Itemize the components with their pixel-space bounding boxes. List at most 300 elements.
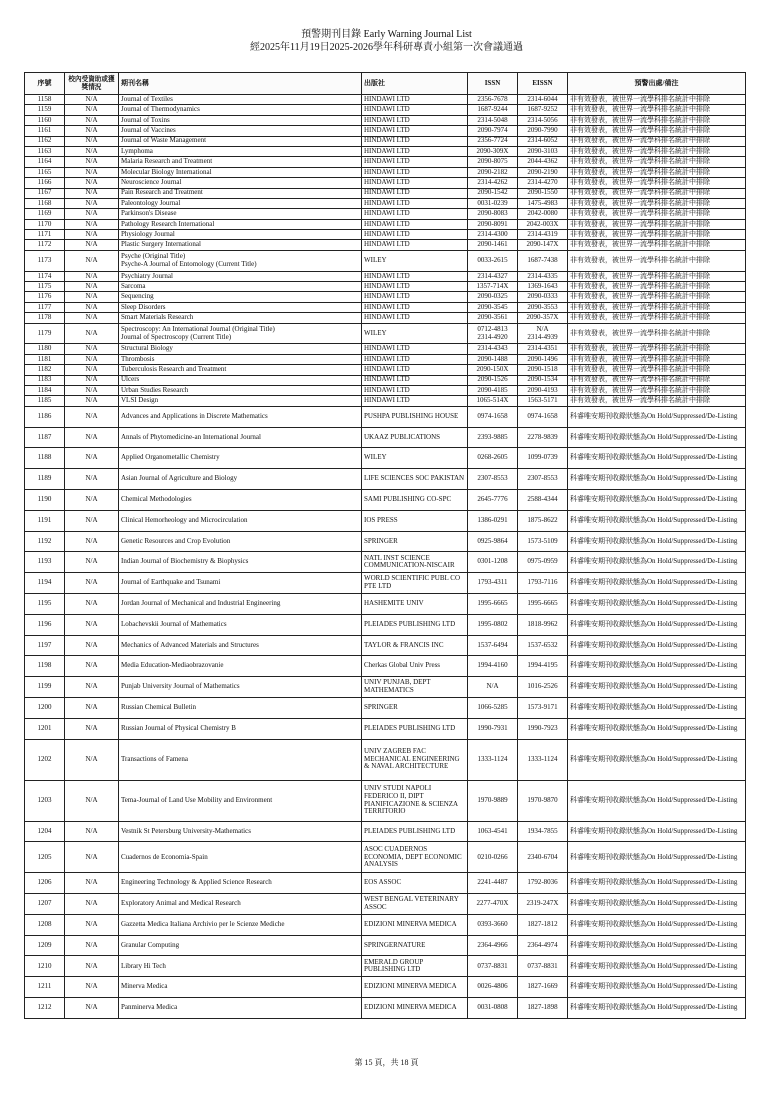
cell-remark: 非有效發表，被世界一流學科排名統計中排除	[568, 250, 746, 271]
cell-issn: 2090-7974	[468, 126, 518, 136]
cell-eissn: 2090-1496	[518, 354, 568, 364]
cell-eissn: 2090-147X	[518, 240, 568, 250]
cell-eissn: 1994-4195	[518, 656, 568, 677]
cell-funding: N/A	[65, 396, 119, 406]
cell-journal: Psyche (Original Title) Psyche-A Journal of Entomology (Current Title)	[119, 250, 362, 271]
cell-funding: N/A	[65, 282, 119, 292]
table-row	[25, 240, 746, 250]
cell-funding: N/A	[65, 998, 119, 1019]
cell-journal: Pathology Research International	[119, 219, 362, 229]
cell-no: 1177	[25, 302, 65, 312]
cell-issn: 2314-4343	[468, 344, 518, 354]
cell-eissn: 2314-4351	[518, 344, 568, 354]
cell-no: 1209	[25, 935, 65, 956]
cell-funding: N/A	[65, 842, 119, 873]
cell-eissn: 1573-9171	[518, 697, 568, 718]
cell-journal: Genetic Resources and Crop Evolution	[119, 531, 362, 552]
table-row	[25, 178, 746, 188]
cell-remark: 非有效發表，被世界一流學科排名統計中排除	[568, 385, 746, 395]
table-row	[25, 146, 746, 156]
table-row	[25, 780, 746, 821]
cell-no: 1205	[25, 842, 65, 873]
cell-publisher: HINDAWI LTD	[362, 126, 468, 136]
cell-publisher: HASHEMITE UNIV	[362, 593, 468, 614]
cell-eissn: 1792-8036	[518, 873, 568, 894]
cell-remark: 非有效發表，被世界一流學科排名統計中排除	[568, 375, 746, 385]
page-footer: 第 15 頁，共 18 頁	[354, 1058, 419, 1067]
cell-remark: 科睿唯安期刊收錄狀態為On Hold/Suppressed/De-Listing	[568, 935, 746, 956]
cell-funding: N/A	[65, 873, 119, 894]
cell-journal: Structural Biology	[119, 344, 362, 354]
cell-publisher: UNIV STUDI NAPOLI FEDERICO II, DIPT PIANIFICAZIONE & SCIENZA TERRITORIO	[362, 780, 468, 821]
cell-no: 1187	[25, 427, 65, 448]
cell-remark: 科睿唯安期刊收錄狀態為On Hold/Suppressed/De-Listing	[568, 697, 746, 718]
cell-funding: N/A	[65, 365, 119, 375]
cell-no: 1176	[25, 292, 65, 302]
cell-issn: N/A	[468, 677, 518, 698]
cell-eissn: 2314-4270	[518, 178, 568, 188]
cell-publisher: HINDAWI LTD	[362, 230, 468, 240]
cell-eissn: 2042-0080	[518, 209, 568, 219]
cell-issn: 2090-8091	[468, 219, 518, 229]
cell-remark: 科睿唯安期刊收錄狀態為On Hold/Suppressed/De-Listing	[568, 894, 746, 915]
cell-eissn: 2044-4362	[518, 157, 568, 167]
cell-publisher: HINDAWI LTD	[362, 365, 468, 375]
cell-eissn: 1687-9252	[518, 105, 568, 115]
cell-remark: 科睿唯安期刊收錄狀態為On Hold/Suppressed/De-Listing	[568, 593, 746, 614]
cell-eissn: 2090-3553	[518, 302, 568, 312]
cell-remark: 非有效發表，被世界一流學科排名統計中排除	[568, 198, 746, 208]
table-row	[25, 573, 746, 594]
cell-funding: N/A	[65, 573, 119, 594]
cell-no: 1210	[25, 956, 65, 977]
table-row	[25, 656, 746, 677]
cell-journal: Tema-Journal of Land Use Mobility and Environment	[119, 780, 362, 821]
cell-remark: 非有效發表，被世界一流學科排名統計中排除	[568, 219, 746, 229]
cell-issn: 0026-4806	[468, 977, 518, 998]
cell-issn: 2364-4966	[468, 935, 518, 956]
cell-remark: 非有效發表，被世界一流學科排名統計中排除	[568, 188, 746, 198]
cell-journal: Exploratory Animal and Medical Research	[119, 894, 362, 915]
table-row	[25, 167, 746, 177]
table-header-row	[25, 73, 746, 95]
cell-journal: Urban Studies Research	[119, 385, 362, 395]
cell-journal: Indian Journal of Biochemistry & Biophysics	[119, 552, 362, 573]
cell-eissn: 2314-4319	[518, 230, 568, 240]
cell-eissn: 1827-1812	[518, 914, 568, 935]
cell-issn: 0031-0808	[468, 998, 518, 1019]
cell-journal: Sleep Disorders	[119, 302, 362, 312]
cell-issn: 1995-0802	[468, 614, 518, 635]
cell-journal: Transactions of Famena	[119, 739, 362, 780]
cell-no: 1201	[25, 718, 65, 739]
cell-issn: 2314-4300	[468, 230, 518, 240]
cell-issn: 2090-309X	[468, 146, 518, 156]
cell-journal: Mechanics of Advanced Materials and Structures	[119, 635, 362, 656]
cell-journal: Russian Chemical Bulletin	[119, 697, 362, 718]
cell-eissn: 1687-7438	[518, 250, 568, 271]
cell-issn: 0210-0266	[468, 842, 518, 873]
cell-issn: 1793-4311	[468, 573, 518, 594]
cell-no: 1184	[25, 385, 65, 395]
cell-journal: Ulcers	[119, 375, 362, 385]
cell-eissn: 2090-7990	[518, 126, 568, 136]
cell-journal: Lobachevskii Journal of Mathematics	[119, 614, 362, 635]
cell-publisher: HINDAWI LTD	[362, 198, 468, 208]
cell-issn: 1994-4160	[468, 656, 518, 677]
cell-issn: 2090-3545	[468, 302, 518, 312]
cell-publisher: HINDAWI LTD	[362, 115, 468, 125]
cell-issn: 0737-8831	[468, 956, 518, 977]
cell-funding: N/A	[65, 375, 119, 385]
cell-eissn: 1875-8622	[518, 510, 568, 531]
cell-remark: 科睿唯安期刊收錄狀態為On Hold/Suppressed/De-Listing	[568, 614, 746, 635]
cell-no: 1202	[25, 739, 65, 780]
table-row	[25, 593, 746, 614]
cell-no: 1206	[25, 873, 65, 894]
cell-remark: 非有效發表，被世界一流學科排名統計中排除	[568, 126, 746, 136]
cell-funding: N/A	[65, 956, 119, 977]
cell-journal: VLSI Design	[119, 396, 362, 406]
cell-funding: N/A	[65, 894, 119, 915]
cell-issn: 2090-150X	[468, 365, 518, 375]
cell-eissn: 1793-7116	[518, 573, 568, 594]
table-row	[25, 842, 746, 873]
cell-publisher: WILEY	[362, 250, 468, 271]
table-row	[25, 188, 746, 198]
cell-funding: N/A	[65, 780, 119, 821]
cell-remark: 非有效發表，被世界一流學科排名統計中排除	[568, 365, 746, 375]
cell-eissn: 0974-1658	[518, 406, 568, 427]
cell-issn: 0974-1658	[468, 406, 518, 427]
cell-publisher: HINDAWI LTD	[362, 105, 468, 115]
cell-eissn: 1475-4983	[518, 198, 568, 208]
cell-journal: Clinical Hemorheology and Microcirculation	[119, 510, 362, 531]
cell-no: 1168	[25, 198, 65, 208]
cell-remark: 科睿唯安期刊收錄狀態為On Hold/Suppressed/De-Listing	[568, 427, 746, 448]
cell-funding: N/A	[65, 935, 119, 956]
cell-remark: 非有效發表，被世界一流學科排名統計中排除	[568, 271, 746, 281]
cell-journal: Physiology Journal	[119, 230, 362, 240]
cell-journal: Psychiatry Journal	[119, 271, 362, 281]
cell-publisher: HINDAWI LTD	[362, 271, 468, 281]
table-row	[25, 635, 746, 656]
cell-issn: 2277-470X	[468, 894, 518, 915]
cell-publisher: HINDAWI LTD	[362, 354, 468, 364]
cell-journal: Thrombosis	[119, 354, 362, 364]
col-header-eissn: EISSN	[518, 73, 568, 95]
table-row	[25, 998, 746, 1019]
table-row	[25, 230, 746, 240]
table-row	[25, 406, 746, 427]
cell-no: 1195	[25, 593, 65, 614]
cell-funding: N/A	[65, 198, 119, 208]
cell-eissn: 2364-4974	[518, 935, 568, 956]
table-row	[25, 126, 746, 136]
cell-remark: 科睿唯安期刊收錄狀態為On Hold/Suppressed/De-Listing	[568, 956, 746, 977]
cell-publisher: HINDAWI LTD	[362, 178, 468, 188]
cell-publisher: HINDAWI LTD	[362, 302, 468, 312]
cell-eissn: 2340-6704	[518, 842, 568, 873]
cell-remark: 科睿唯安期刊收錄狀態為On Hold/Suppressed/De-Listing	[568, 656, 746, 677]
cell-publisher: HINDAWI LTD	[362, 146, 468, 156]
cell-eissn: 1563-5171	[518, 396, 568, 406]
cell-publisher: EDIZIONI MINERVA MEDICA	[362, 914, 468, 935]
cell-no: 1159	[25, 105, 65, 115]
cell-funding: N/A	[65, 178, 119, 188]
cell-remark: 非有效發表，被世界一流學科排名統計中排除	[568, 240, 746, 250]
cell-journal: Gazzetta Medica Italiana Archivio per le Scienze Mediche	[119, 914, 362, 935]
cell-eissn: 1016-2526	[518, 677, 568, 698]
cell-publisher: HINDAWI LTD	[362, 167, 468, 177]
cell-journal: Media Education-Mediaobrazovanie	[119, 656, 362, 677]
table-row	[25, 105, 746, 115]
document-header	[0, 28, 773, 54]
cell-issn: 2393-9885	[468, 427, 518, 448]
cell-eissn: 1333-1124	[518, 739, 568, 780]
table-row	[25, 344, 746, 354]
cell-publisher: PLEIADES PUBLISHING LTD	[362, 718, 468, 739]
cell-remark: 非有效發表，被世界一流學科排名統計中排除	[568, 105, 746, 115]
table-row	[25, 271, 746, 281]
cell-no: 1211	[25, 977, 65, 998]
cell-publisher: NATL INST SCIENCE COMMUNICATION-NISCAIR	[362, 552, 468, 573]
table-row	[25, 292, 746, 302]
table-row	[25, 552, 746, 573]
table-row	[25, 427, 746, 448]
cell-funding: N/A	[65, 146, 119, 156]
cell-funding: N/A	[65, 302, 119, 312]
cell-eissn: 2314-4335	[518, 271, 568, 281]
cell-remark: 非有效發表，被世界一流學科排名統計中排除	[568, 136, 746, 146]
cell-publisher: LIFE SCIENCES SOC PAKISTAN	[362, 469, 468, 490]
cell-issn: 2356-7724	[468, 136, 518, 146]
table-row	[25, 157, 746, 167]
cell-eissn: 1573-5109	[518, 531, 568, 552]
cell-publisher: HINDAWI LTD	[362, 95, 468, 105]
cell-issn: 0393-3660	[468, 914, 518, 935]
cell-funding: N/A	[65, 448, 119, 469]
col-header-journal: 期刊名稱	[119, 73, 362, 95]
cell-eissn: 2090-1550	[518, 188, 568, 198]
cell-remark: 非有效發表，被世界一流學科排名統計中排除	[568, 146, 746, 156]
cell-remark: 非有效發表，被世界一流學科排名統計中排除	[568, 344, 746, 354]
cell-no: 1172	[25, 240, 65, 250]
cell-funding: N/A	[65, 240, 119, 250]
cell-remark: 科睿唯安期刊收錄狀態為On Hold/Suppressed/De-Listing	[568, 873, 746, 894]
cell-journal: Engineering Technology & Applied Science Research	[119, 873, 362, 894]
cell-issn: 2090-1542	[468, 188, 518, 198]
cell-eissn: 2319-247X	[518, 894, 568, 915]
cell-eissn: 0737-8831	[518, 956, 568, 977]
table-row	[25, 323, 746, 344]
table-row	[25, 718, 746, 739]
cell-eissn: 2314-6052	[518, 136, 568, 146]
cell-no: 1212	[25, 998, 65, 1019]
cell-eissn: 2307-8553	[518, 469, 568, 490]
cell-funding: N/A	[65, 126, 119, 136]
cell-journal: Journal of Thermodynamics	[119, 105, 362, 115]
cell-remark: 科睿唯安期刊收錄狀態為On Hold/Suppressed/De-Listing	[568, 914, 746, 935]
cell-no: 1175	[25, 282, 65, 292]
cell-issn: 2090-1488	[468, 354, 518, 364]
table-row	[25, 385, 746, 395]
cell-journal: Tuberculosis Research and Treatment	[119, 365, 362, 375]
cell-no: 1183	[25, 375, 65, 385]
cell-publisher: WEST BENGAL VETERINARY ASSOC	[362, 894, 468, 915]
cell-funding: N/A	[65, 354, 119, 364]
table-row	[25, 977, 746, 998]
cell-funding: N/A	[65, 188, 119, 198]
table-row	[25, 375, 746, 385]
table-row	[25, 313, 746, 323]
cell-funding: N/A	[65, 167, 119, 177]
cell-journal: Plastic Surgery International	[119, 240, 362, 250]
cell-no: 1171	[25, 230, 65, 240]
table-row	[25, 219, 746, 229]
cell-no: 1208	[25, 914, 65, 935]
cell-journal: Sarcoma	[119, 282, 362, 292]
cell-journal: Cuadernos de Economia-Spain	[119, 842, 362, 873]
cell-issn: 1990-7931	[468, 718, 518, 739]
cell-issn: 1386-0291	[468, 510, 518, 531]
cell-remark: 科睿唯安期刊收錄狀態為On Hold/Suppressed/De-Listing	[568, 977, 746, 998]
cell-issn: 2356-7678	[468, 95, 518, 105]
cell-eissn: 1537-6532	[518, 635, 568, 656]
cell-remark: 非有效發表，被世界一流學科排名統計中排除	[568, 230, 746, 240]
cell-issn: 1970-9889	[468, 780, 518, 821]
cell-remark: 非有效發表，被世界一流學科排名統計中排除	[568, 209, 746, 219]
cell-journal: Asian Journal of Agriculture and Biology	[119, 469, 362, 490]
cell-remark: 科睿唯安期刊收錄狀態為On Hold/Suppressed/De-Listing	[568, 718, 746, 739]
cell-issn: 0268-2605	[468, 448, 518, 469]
cell-funding: N/A	[65, 427, 119, 448]
cell-funding: N/A	[65, 105, 119, 115]
cell-publisher: HINDAWI LTD	[362, 385, 468, 395]
cell-eissn: 1995-6665	[518, 593, 568, 614]
table-row	[25, 282, 746, 292]
cell-funding: N/A	[65, 697, 119, 718]
cell-issn: 2314-5048	[468, 115, 518, 125]
cell-remark: 非有效發表，被世界一流學科排名統計中排除	[568, 323, 746, 344]
cell-no: 1185	[25, 396, 65, 406]
cell-journal: Jordan Journal of Mechanical and Industrial Engineering	[119, 593, 362, 614]
cell-no: 1180	[25, 344, 65, 354]
cell-publisher: HINDAWI LTD	[362, 282, 468, 292]
cell-remark: 非有效發表，被世界一流學科排名統計中排除	[568, 167, 746, 177]
table-row	[25, 302, 746, 312]
cell-publisher: Cherkas Global Univ Press	[362, 656, 468, 677]
cell-remark: 非有效發表，被世界一流學科排名統計中排除	[568, 396, 746, 406]
cell-publisher: HINDAWI LTD	[362, 292, 468, 302]
cell-issn: 1995-6665	[468, 593, 518, 614]
cell-no: 1163	[25, 146, 65, 156]
cell-no: 1192	[25, 531, 65, 552]
cell-issn: 1357-714X	[468, 282, 518, 292]
cell-journal: Molecular Biology International	[119, 167, 362, 177]
cell-funding: N/A	[65, 157, 119, 167]
cell-funding: N/A	[65, 677, 119, 698]
cell-journal: Annals of Phytomedicine-an International Journal	[119, 427, 362, 448]
cell-no: 1193	[25, 552, 65, 573]
cell-journal: Russian Journal of Physical Chemistry B	[119, 718, 362, 739]
cell-funding: N/A	[65, 739, 119, 780]
table-row	[25, 614, 746, 635]
col-header-no: 序號	[25, 73, 65, 95]
cell-journal: Vestnik St Petersburg University-Mathematics	[119, 821, 362, 842]
cell-issn: 1063-4541	[468, 821, 518, 842]
table-row	[25, 956, 746, 977]
cell-eissn: 2090-2190	[518, 167, 568, 177]
cell-no: 1178	[25, 313, 65, 323]
document-subtitle: 經2025年11月19日2025-2026學年科研專責小組第一次會議通過	[250, 42, 523, 53]
cell-funding: N/A	[65, 292, 119, 302]
cell-remark: 科睿唯安期刊收錄狀態為On Hold/Suppressed/De-Listing	[568, 448, 746, 469]
cell-journal: Malaria Research and Treatment	[119, 157, 362, 167]
cell-journal: Library Hi Tech	[119, 956, 362, 977]
cell-issn: 2314-4262	[468, 178, 518, 188]
cell-no: 1199	[25, 677, 65, 698]
cell-eissn: 2588-4344	[518, 489, 568, 510]
cell-funding: N/A	[65, 914, 119, 935]
cell-issn: 2307-8553	[468, 469, 518, 490]
cell-remark: 科睿唯安期刊收錄狀態為On Hold/Suppressed/De-Listing	[568, 842, 746, 873]
cell-no: 1167	[25, 188, 65, 198]
cell-no: 1169	[25, 209, 65, 219]
cell-no: 1207	[25, 894, 65, 915]
cell-issn: 2241-4487	[468, 873, 518, 894]
cell-issn: 2090-4185	[468, 385, 518, 395]
cell-publisher: EMERALD GROUP PUBLISHING LTD	[362, 956, 468, 977]
cell-issn: 2314-4327	[468, 271, 518, 281]
table-row	[25, 821, 746, 842]
cell-journal: Granular Computing	[119, 935, 362, 956]
cell-publisher: PLEIADES PUBLISHING LTD	[362, 821, 468, 842]
cell-eissn: 2042-003X	[518, 219, 568, 229]
col-header-issn: ISSN	[468, 73, 518, 95]
cell-issn: 2090-3561	[468, 313, 518, 323]
cell-eissn: 2090-0333	[518, 292, 568, 302]
cell-remark: 非有效發表，被世界一流學科排名統計中排除	[568, 95, 746, 105]
cell-eissn: 0975-0959	[518, 552, 568, 573]
cell-publisher: UKAAZ PUBLICATIONS	[362, 427, 468, 448]
cell-remark: 科睿唯安期刊收錄狀態為On Hold/Suppressed/De-Listing	[568, 469, 746, 490]
cell-funding: N/A	[65, 977, 119, 998]
cell-issn: 0301-1208	[468, 552, 518, 573]
cell-no: 1200	[25, 697, 65, 718]
cell-eissn: 1934-7855	[518, 821, 568, 842]
cell-funding: N/A	[65, 230, 119, 240]
table-row	[25, 739, 746, 780]
table-row	[25, 396, 746, 406]
cell-no: 1196	[25, 614, 65, 635]
cell-publisher: HINDAWI LTD	[362, 344, 468, 354]
cell-eissn: 2090-3103	[518, 146, 568, 156]
cell-no: 1162	[25, 136, 65, 146]
cell-publisher: HINDAWI LTD	[362, 188, 468, 198]
cell-no: 1181	[25, 354, 65, 364]
cell-remark: 非有效發表，被世界一流學科排名統計中排除	[568, 302, 746, 312]
cell-remark: 非有效發表，被世界一流學科排名統計中排除	[568, 115, 746, 125]
cell-funding: N/A	[65, 406, 119, 427]
cell-publisher: PUSHPA PUBLISHING HOUSE	[362, 406, 468, 427]
cell-issn: 1687-9244	[468, 105, 518, 115]
cell-funding: N/A	[65, 313, 119, 323]
cell-journal: Advances and Applications in Discrete Mathematics	[119, 406, 362, 427]
cell-eissn: 2090-1518	[518, 365, 568, 375]
cell-journal: Applied Organometallic Chemistry	[119, 448, 362, 469]
cell-remark: 非有效發表，被世界一流學科排名統計中排除	[568, 292, 746, 302]
